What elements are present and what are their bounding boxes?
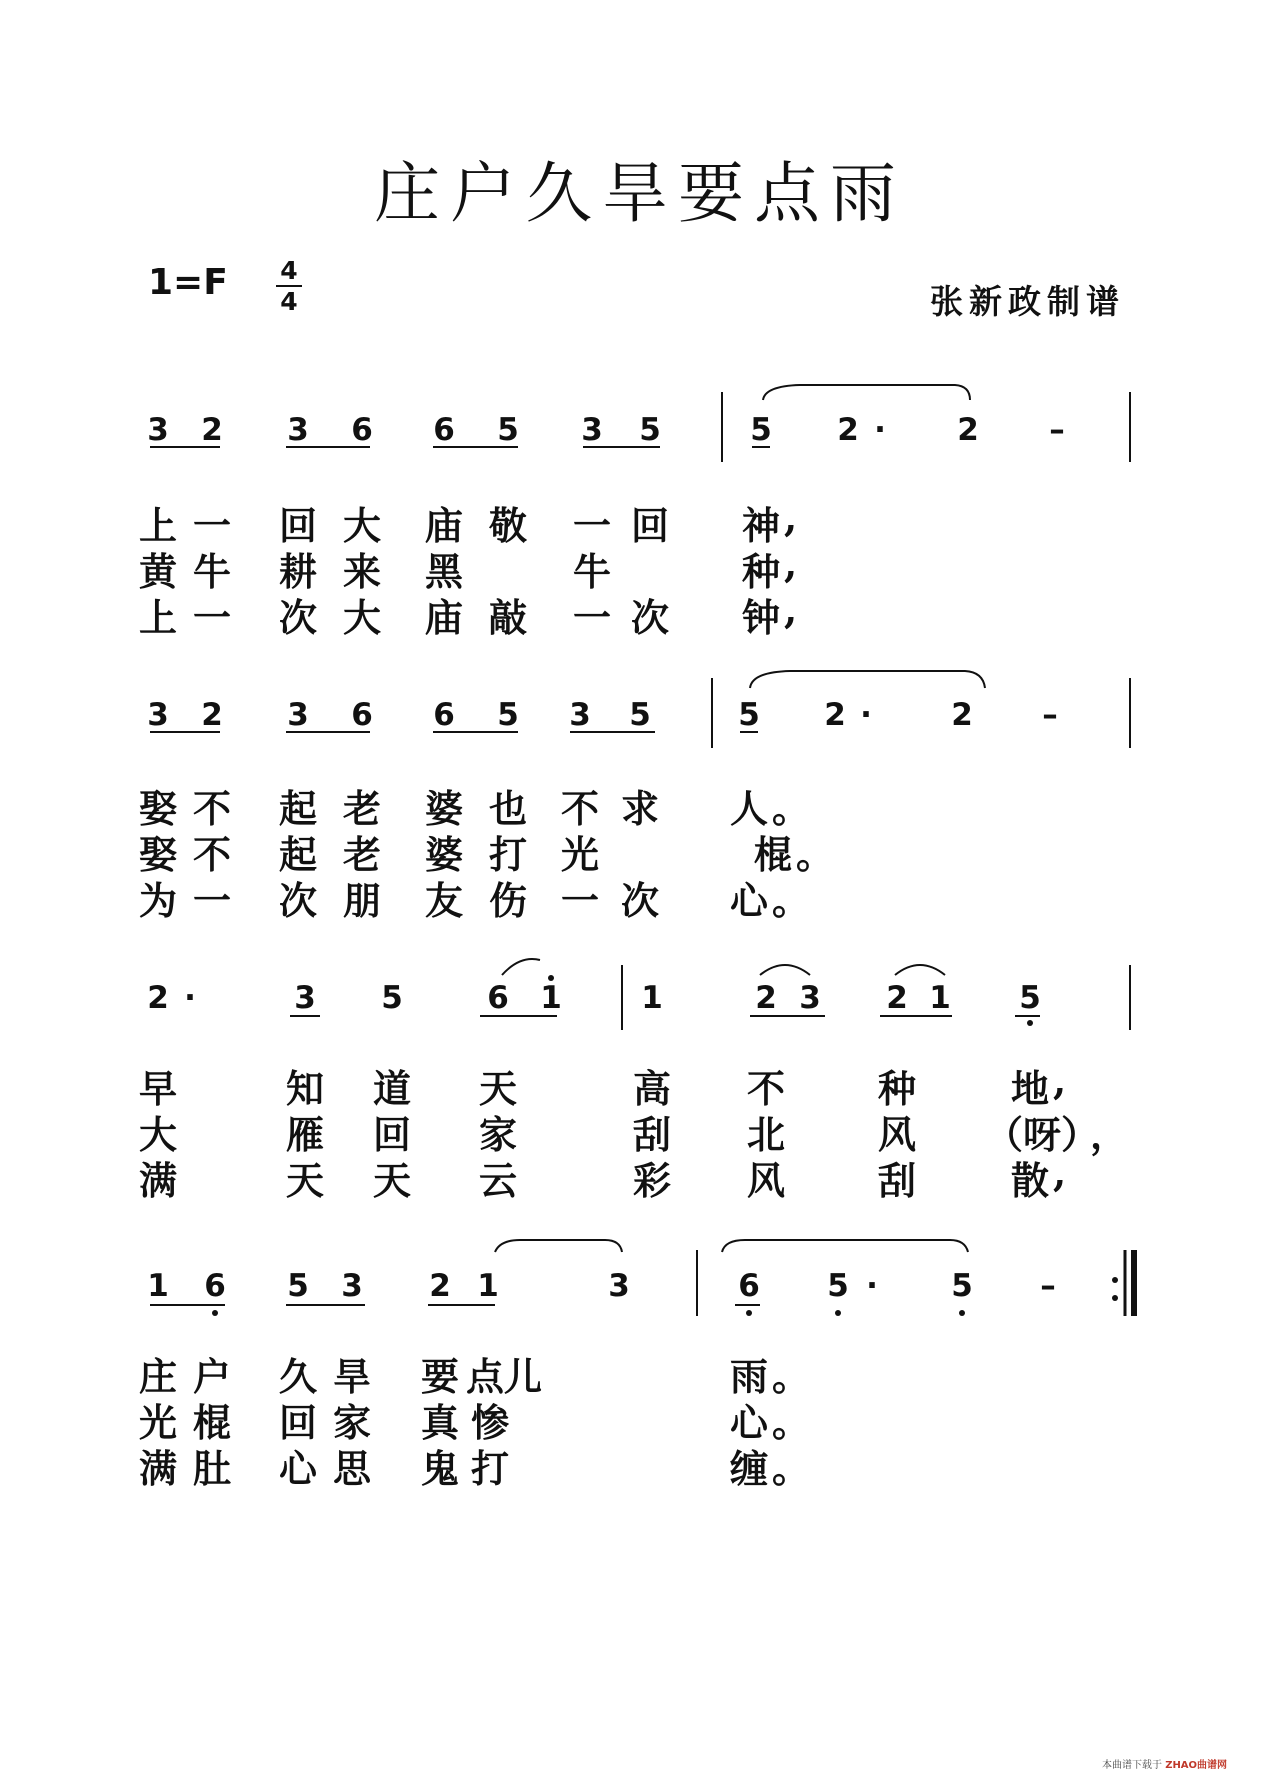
meter-bottom: 4 — [280, 287, 298, 316]
lyric: 家 — [332, 1400, 371, 1445]
lyric: 回 — [278, 503, 317, 548]
note: 5 — [738, 697, 760, 733]
note: 3 — [147, 697, 169, 733]
lyric: 打 — [488, 832, 527, 877]
lyric: 雨 — [729, 1354, 768, 1399]
lyric: 老 — [342, 786, 381, 831]
lyric: 天 — [285, 1158, 324, 1203]
lyric: 肚 — [192, 1446, 231, 1491]
lyric: 次 — [620, 878, 659, 923]
augmentation-dot: · — [184, 980, 196, 1016]
lyric: 道 — [372, 1066, 411, 1111]
note: 1 — [540, 980, 562, 1016]
lyric: （呀） — [985, 1112, 1100, 1157]
lyric: 打 — [470, 1446, 509, 1491]
lyric: 风 — [746, 1158, 785, 1203]
lyric: 高 — [632, 1066, 671, 1111]
note: 5 — [497, 697, 519, 733]
lyric: 耕 — [278, 549, 317, 594]
note: 2 — [147, 980, 169, 1016]
lyric: 一 — [192, 878, 231, 923]
song-title: 庄户久旱要点雨 — [374, 155, 906, 232]
lyric: 人 — [729, 786, 768, 831]
lyric: 庄 — [138, 1354, 177, 1399]
lyric-punct: 。 — [796, 832, 835, 877]
lyric: 也 — [488, 786, 527, 831]
lyric: 惨 — [470, 1400, 509, 1445]
lyric: 黄 — [138, 549, 177, 594]
note: 5 — [951, 1268, 973, 1304]
note: 6 — [204, 1268, 226, 1304]
lyric: 家 — [478, 1112, 517, 1157]
note: 3 — [287, 412, 309, 448]
sustain-dash: – — [1049, 412, 1065, 448]
lyric: 心 — [729, 1400, 768, 1445]
lyric: 不 — [192, 786, 231, 831]
note: 1 — [147, 1268, 169, 1304]
lyric: 娶 — [138, 832, 177, 877]
lyric: 点儿 — [466, 1354, 543, 1399]
note: 5 — [639, 412, 661, 448]
lyric: 牛 — [192, 549, 231, 594]
lyric: 棍 — [192, 1400, 231, 1445]
lyric: 大 — [138, 1112, 177, 1157]
lyric: 刮 — [877, 1158, 916, 1203]
lyric: 散 — [1010, 1158, 1049, 1203]
lyric: 种 — [877, 1066, 916, 1111]
note: 5 — [287, 1268, 309, 1304]
lyric-punct: , — [1053, 1058, 1067, 1103]
watermark — [1102, 1756, 1227, 1771]
note: 6 — [351, 412, 373, 448]
note: 2 — [824, 697, 846, 733]
note: 2 — [429, 1268, 451, 1304]
meter-top: 4 — [280, 256, 298, 285]
lyric: 一 — [192, 503, 231, 548]
note: 6 — [487, 980, 509, 1016]
note: 3 — [608, 1268, 630, 1304]
note: 5 — [629, 697, 651, 733]
note: 2 — [951, 697, 973, 733]
lyric: 来 — [342, 549, 381, 594]
lyric: 旱 — [332, 1354, 371, 1399]
lyric: 回 — [278, 1400, 317, 1445]
augmentation-dot: · — [866, 1268, 878, 1304]
lyric-punct: 。 — [772, 878, 811, 923]
lyric: 一 — [572, 503, 611, 548]
lyric: 心 — [278, 1446, 317, 1491]
lyric-punct: 。 — [772, 1354, 811, 1399]
lyric: 大 — [342, 503, 381, 548]
note: 2 — [837, 412, 859, 448]
note: 5 — [381, 980, 403, 1016]
sustain-dash: – — [1042, 697, 1058, 733]
lyric: 地 — [1010, 1066, 1049, 1111]
lyric: 上 — [138, 503, 177, 548]
note: 5 — [750, 412, 772, 448]
note: 3 — [147, 412, 169, 448]
lyric: 为 — [138, 878, 177, 923]
lyric: 不 — [192, 832, 231, 877]
note: 3 — [341, 1268, 363, 1304]
lyric: 雁 — [285, 1112, 324, 1157]
lyric: 一 — [560, 878, 599, 923]
lyric: 心 — [729, 878, 768, 923]
lyric: 大 — [342, 595, 381, 640]
lyric: 彩 — [632, 1158, 671, 1203]
note: 3 — [287, 697, 309, 733]
lyric: 老 — [342, 832, 381, 877]
note: 2 — [755, 980, 777, 1016]
lyric: 真 — [420, 1400, 459, 1445]
lyric: 一 — [192, 595, 231, 640]
lyric: 庙 — [424, 503, 463, 548]
lyric: 次 — [278, 595, 317, 640]
note: 5 — [827, 1268, 849, 1304]
lyric: 求 — [620, 786, 659, 831]
lyric-punct: , — [1053, 1150, 1067, 1195]
note: 3 — [581, 412, 603, 448]
lyric: 知 — [285, 1066, 324, 1111]
lyric: 天 — [478, 1066, 517, 1111]
lyric: 次 — [630, 595, 669, 640]
lyric-punct: 。 — [772, 786, 811, 831]
note: 5 — [497, 412, 519, 448]
note: 2 — [886, 980, 908, 1016]
lyric: 牛 — [572, 549, 611, 594]
lyric: 缠 — [729, 1446, 768, 1491]
lyric: 不 — [746, 1066, 785, 1111]
lyric: 回 — [630, 503, 669, 548]
lyric: 户 — [192, 1354, 231, 1399]
lyric: 云 — [478, 1158, 517, 1203]
lyric: 光 — [138, 1400, 177, 1445]
lyric: 鬼 — [420, 1446, 459, 1491]
lyric-punct: , — [784, 587, 798, 632]
lyric: 敲 — [488, 595, 527, 640]
lyric: 起 — [278, 832, 317, 877]
lyric: 风 — [877, 1112, 916, 1157]
lyric: 刮 — [632, 1112, 671, 1157]
lyric: 回 — [372, 1112, 411, 1157]
lyric: 婆 — [424, 786, 463, 831]
lyric: 要 — [420, 1354, 459, 1399]
lyric: 满 — [138, 1446, 177, 1491]
note: 6 — [351, 697, 373, 733]
lyric: 黑 — [424, 549, 463, 594]
lyric: 友 — [424, 878, 463, 923]
lyric: 天 — [372, 1158, 411, 1203]
note: 3 — [799, 980, 821, 1016]
lyric-punct: 。 — [772, 1446, 811, 1491]
note: 1 — [641, 980, 663, 1016]
lyric: 敬 — [488, 503, 527, 548]
lyric: 起 — [278, 786, 317, 831]
sustain-dash: – — [1040, 1268, 1056, 1304]
note: 3 — [569, 697, 591, 733]
lyric: 朋 — [342, 878, 381, 923]
lyric: 种 — [741, 549, 780, 594]
note: 6 — [433, 412, 455, 448]
watermark-brand: ZHAO曲谱网 — [1165, 1760, 1228, 1771]
watermark-text: 本曲谱下载于 — [1102, 1760, 1162, 1771]
lyric: 娶 — [138, 786, 177, 831]
note: 2 — [201, 697, 223, 733]
augmentation-dot: · — [860, 697, 872, 733]
lyric: 久 — [278, 1354, 317, 1399]
lyric: 光 — [560, 832, 599, 877]
lyric-punct: 。 — [772, 1400, 811, 1445]
lyric: 不 — [560, 786, 599, 831]
lyric: 一 — [572, 595, 611, 640]
lyric: 上 — [138, 595, 177, 640]
note: 2 — [201, 412, 223, 448]
key-signature: 1=F — [148, 262, 228, 303]
lyric: 北 — [746, 1112, 785, 1157]
note: 1 — [929, 980, 951, 1016]
note: 6 — [738, 1268, 760, 1304]
lyric: 棍 — [753, 832, 792, 877]
arranger-credit: 张新政制谱 — [930, 282, 1125, 321]
lyric: 神 — [741, 503, 780, 548]
lyric: 满 — [138, 1158, 177, 1203]
note: 3 — [294, 980, 316, 1016]
lyric-punct: ， — [1090, 1112, 1129, 1157]
lyric-punct: , — [784, 495, 798, 540]
lyric-punct: , — [784, 541, 798, 586]
lyric: 早 — [138, 1066, 177, 1111]
note: 1 — [477, 1268, 499, 1304]
note: 2 — [957, 412, 979, 448]
lyric: 婆 — [424, 832, 463, 877]
lyric: 庙 — [424, 595, 463, 640]
lyric: 次 — [278, 878, 317, 923]
note: 5 — [1019, 980, 1041, 1016]
augmentation-dot: · — [874, 412, 886, 448]
lyric: 伤 — [488, 878, 527, 923]
note: 6 — [433, 697, 455, 733]
lyric: 钟 — [741, 595, 780, 640]
lyric: 思 — [332, 1446, 371, 1491]
